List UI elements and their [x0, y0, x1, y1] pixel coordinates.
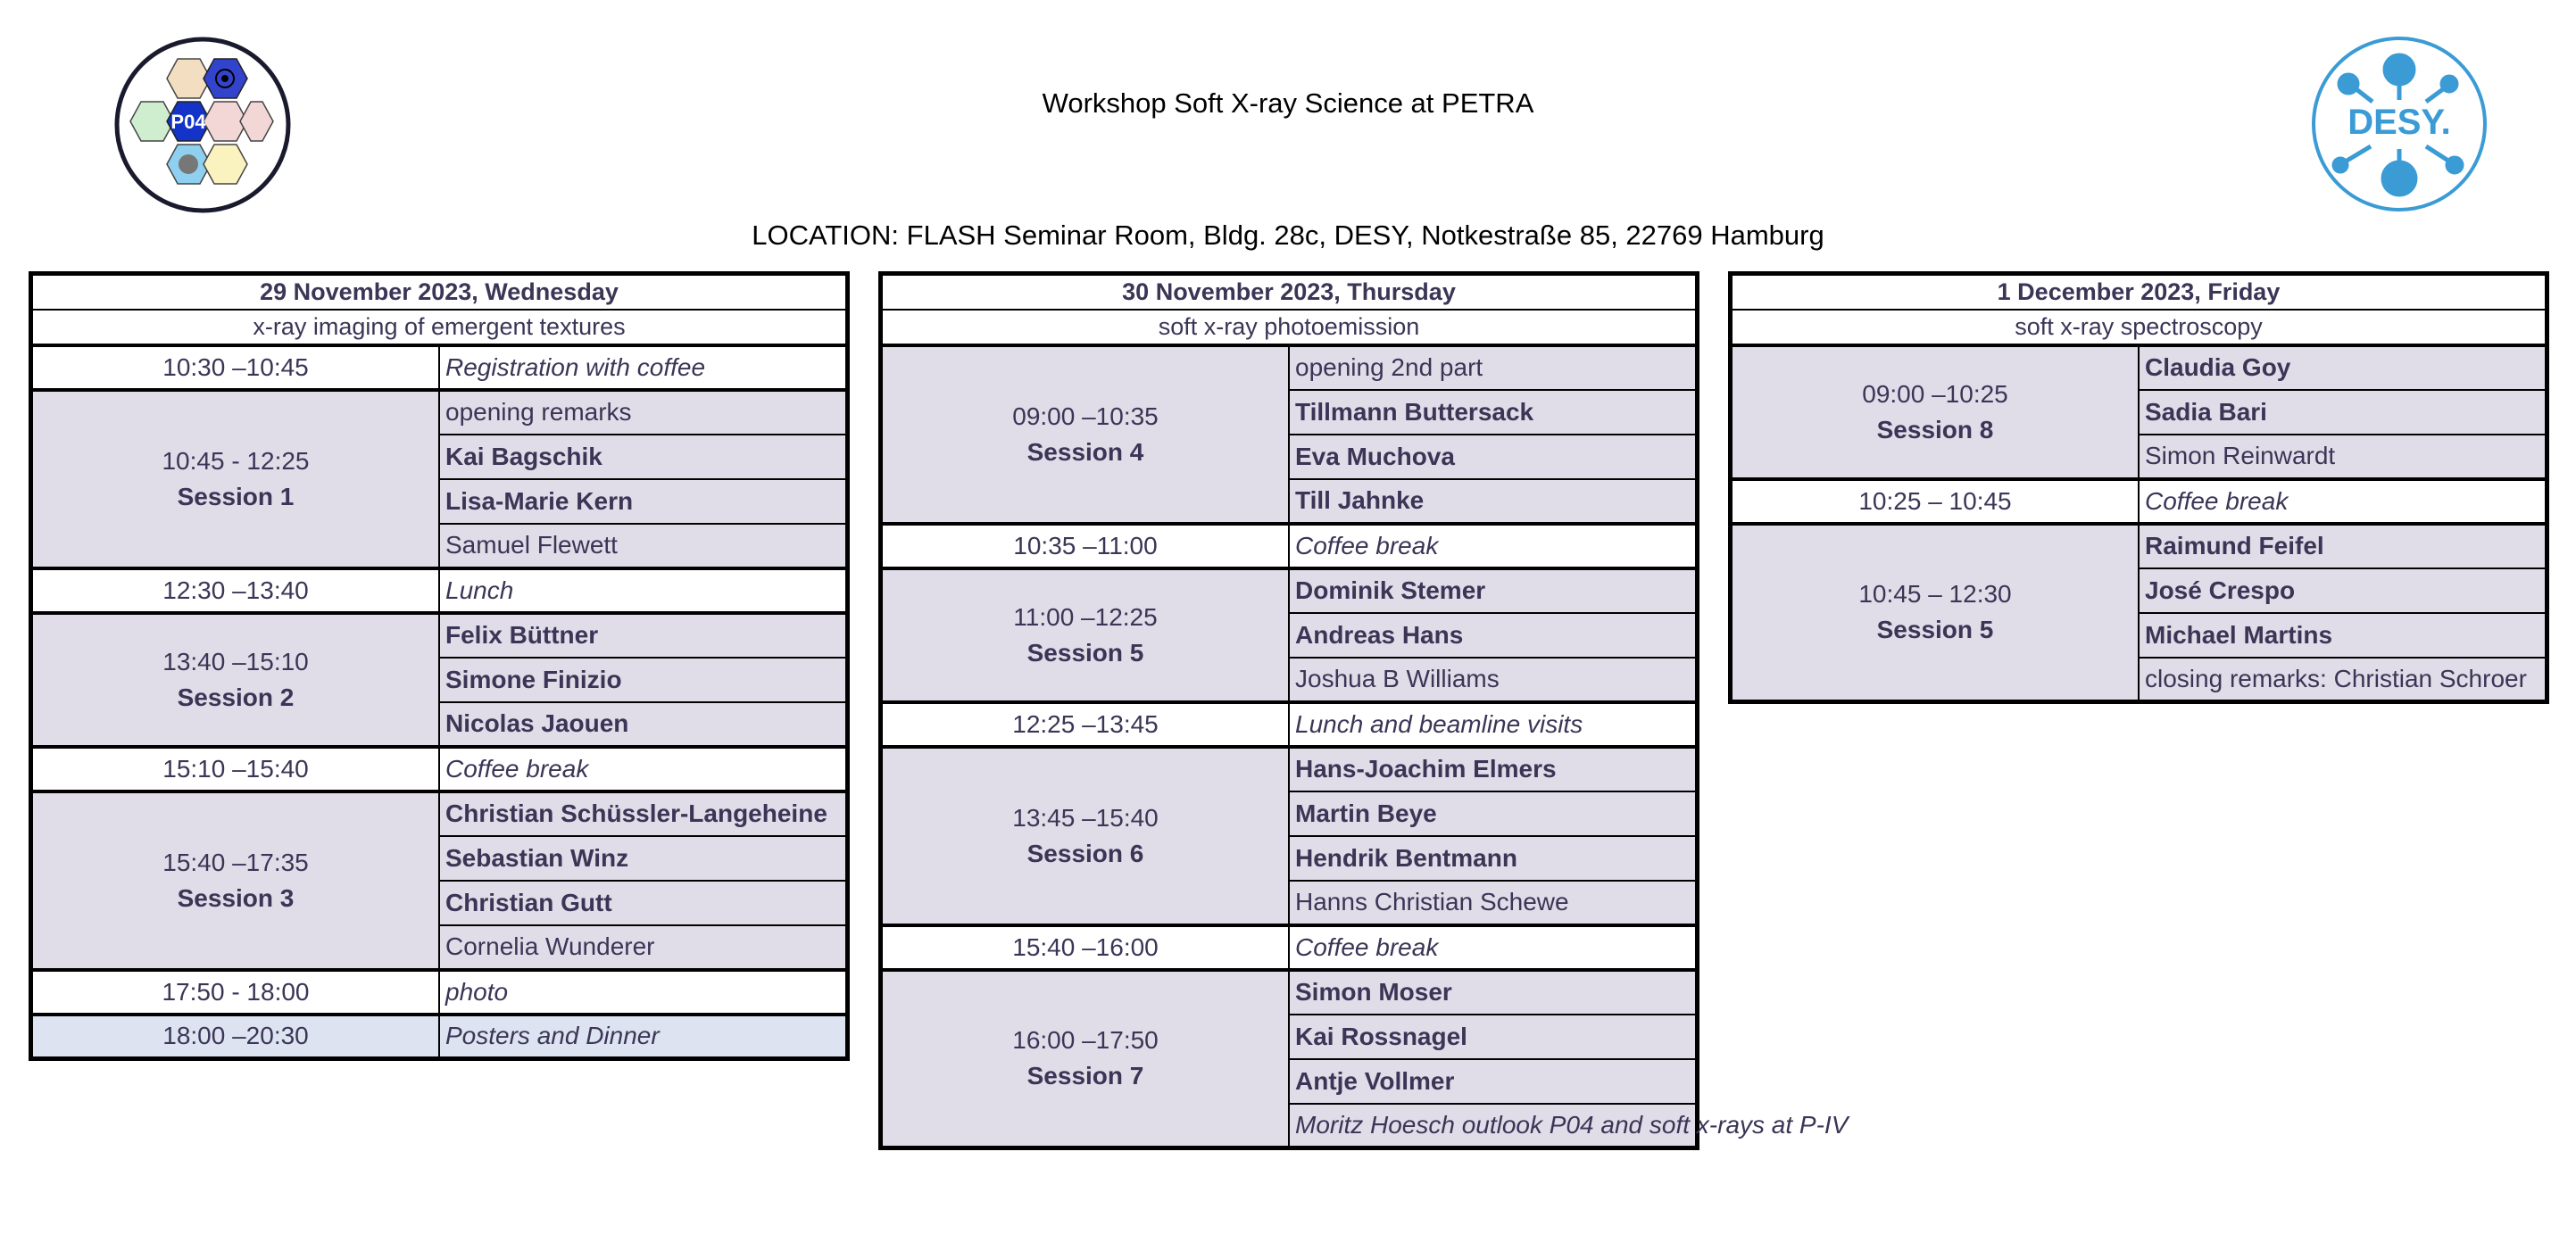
- session-name: Session 3: [177, 883, 295, 912]
- talk: Christian Gutt: [439, 881, 848, 925]
- slot-text: Lunch and beamline visits: [1289, 702, 1698, 747]
- table-row: [1731, 479, 2547, 524]
- slot-time: 12:25 –13:45: [881, 702, 1290, 747]
- location-line: LOCATION: FLASH Seminar Room, Bldg. 28c, DESY, Notkestraße 85, 22769 Hamburg: [752, 220, 1824, 251]
- table-row: [31, 390, 848, 435]
- talk: Joshua B Williams: [1289, 658, 1698, 702]
- talk: Martin Beye: [1289, 791, 1698, 836]
- table-row: [31, 1015, 848, 1059]
- slot-time: 15:10 –15:40: [31, 747, 440, 791]
- p04-logo: [111, 39, 295, 211]
- slot-time: 18:00 –20:30: [31, 1015, 440, 1059]
- table-row: [31, 791, 848, 836]
- session-block: [881, 970, 1290, 1148]
- talk: Nicolas Jaouen: [439, 702, 848, 747]
- slot-text: Coffee break: [1289, 524, 1698, 568]
- session-block: [1731, 345, 2140, 479]
- talk: Claudia Goy: [2139, 345, 2547, 390]
- table-row: [881, 524, 1698, 568]
- talk: Antje Vollmer: [1289, 1059, 1698, 1104]
- session-time: 09:00 –10:25: [1862, 379, 2008, 408]
- table-row: [31, 613, 848, 658]
- session-name: Session 5: [1876, 616, 1994, 644]
- session-name: Session 2: [177, 683, 295, 711]
- desy-logo: [2308, 37, 2490, 211]
- session-name: Session 6: [1026, 839, 1144, 867]
- p04-logo-text: P04: [170, 111, 206, 133]
- table-row: [881, 747, 1698, 791]
- talk: Raimund Feifel: [2139, 524, 2547, 568]
- session-time: 16:00 –17:50: [1012, 1026, 1159, 1055]
- talk: Simone Finizio: [439, 658, 848, 702]
- session-time: 13:40 –15:10: [162, 647, 309, 675]
- table-row: [881, 568, 1698, 613]
- talk: Sebastian Winz: [439, 836, 848, 881]
- day-table-thursday: [878, 271, 1849, 1150]
- slot-time: 17:50 - 18:00: [31, 970, 440, 1015]
- talk: closing remarks: Christian Schroer: [2139, 658, 2547, 702]
- talk: José Crespo: [2139, 568, 2547, 613]
- day-date: 29 November 2023, Wednesday: [31, 274, 848, 310]
- desy-logo-text: DESY.: [2347, 103, 2451, 142]
- day-theme: x-ray imaging of emergent textures: [31, 310, 848, 345]
- talk: Kai Rossnagel: [1289, 1015, 1698, 1059]
- slot-time: 10:30 –10:45: [31, 345, 440, 390]
- slot-time: 12:30 –13:40: [31, 568, 440, 613]
- table-row: [31, 345, 848, 390]
- talk: Dominik Stemer: [1289, 568, 1698, 613]
- table-row: [881, 702, 1698, 747]
- talk: Hanns Christian Schewe: [1289, 881, 1698, 925]
- talk: Hans-Joachim Elmers: [1289, 747, 1698, 791]
- session-name: Session 8: [1876, 415, 1994, 443]
- table-row: [1731, 524, 2547, 568]
- talk: Simon Reinwardt: [2139, 435, 2547, 479]
- session-time: 11:00 –12:25: [1013, 602, 1158, 631]
- talk: Hendrik Bentmann: [1289, 836, 1698, 881]
- session-block: [881, 345, 1290, 524]
- talk: Kai Bagschik: [439, 435, 848, 479]
- talk: Lisa-Marie Kern: [439, 479, 848, 524]
- talk: Michael Martins: [2139, 613, 2547, 658]
- day-date: 1 December 2023, Friday: [1731, 274, 2547, 310]
- table-row: [881, 345, 1698, 390]
- slot-time: 10:35 –11:00: [881, 524, 1290, 568]
- talk: Simon Moser: [1289, 970, 1698, 1015]
- day-theme: soft x-ray spectroscopy: [1731, 310, 2547, 345]
- talk: Andreas Hans: [1289, 613, 1698, 658]
- session-block: [1731, 524, 2140, 702]
- slot-time: 10:25 – 10:45: [1731, 479, 2140, 524]
- day-table-friday: [1728, 271, 2549, 704]
- table-row: [1731, 345, 2547, 390]
- session-name: Session 4: [1026, 437, 1144, 466]
- slot-text: Coffee break: [439, 747, 848, 791]
- talk: Tillmann Buttersack: [1289, 390, 1698, 435]
- talk: Christian Schüssler-Langeheine: [439, 791, 848, 836]
- session-block: [881, 568, 1290, 702]
- session-block: [31, 390, 440, 568]
- session-block: [881, 747, 1290, 925]
- session-name: Session 7: [1026, 1062, 1144, 1090]
- talk: Sadia Bari: [2139, 390, 2547, 435]
- session-name: Session 5: [1026, 638, 1144, 667]
- table-row: [31, 970, 848, 1015]
- talk: Samuel Flewett: [439, 524, 848, 568]
- table-row: [31, 747, 848, 791]
- table-row: [881, 925, 1698, 970]
- day-date: 30 November 2023, Thursday: [881, 274, 1698, 310]
- table-row: [31, 568, 848, 613]
- session-time: 09:00 –10:35: [1012, 402, 1159, 430]
- talk: Eva Muchova: [1289, 435, 1698, 479]
- talk: opening 2nd part: [1289, 345, 1698, 390]
- session-time: 15:40 –17:35: [162, 848, 309, 876]
- session-block: [31, 791, 440, 970]
- talk: Felix Büttner: [439, 613, 848, 658]
- talk: Till Jahnke: [1289, 479, 1698, 524]
- session-block: [31, 613, 440, 747]
- day-theme: soft x-ray photoemission: [881, 310, 1698, 345]
- slot-text: Coffee break: [1289, 925, 1698, 970]
- slot-text: Posters and Dinner: [439, 1015, 848, 1059]
- slot-text: photo: [439, 970, 848, 1015]
- slot-time: 15:40 –16:00: [881, 925, 1290, 970]
- talk: opening remarks: [439, 390, 848, 435]
- slot-text: Coffee break: [2139, 479, 2547, 524]
- talk: Moritz Hoesch outlook P04 and soft x-rays at P-IV: [1289, 1104, 1698, 1148]
- day-table-wednesday: [29, 271, 850, 1061]
- table-row: [881, 970, 1698, 1015]
- page-title: Workshop Soft X-ray Science at PETRA: [1042, 87, 1534, 119]
- slot-text: Registration with coffee: [439, 345, 848, 390]
- talk: Cornelia Wunderer: [439, 925, 848, 970]
- session-time: 10:45 - 12:25: [162, 446, 310, 475]
- session-time: 10:45 – 12:30: [1858, 580, 2012, 609]
- session-name: Session 1: [177, 482, 295, 510]
- slot-text: Lunch: [439, 568, 848, 613]
- session-time: 13:45 –15:40: [1012, 803, 1159, 832]
